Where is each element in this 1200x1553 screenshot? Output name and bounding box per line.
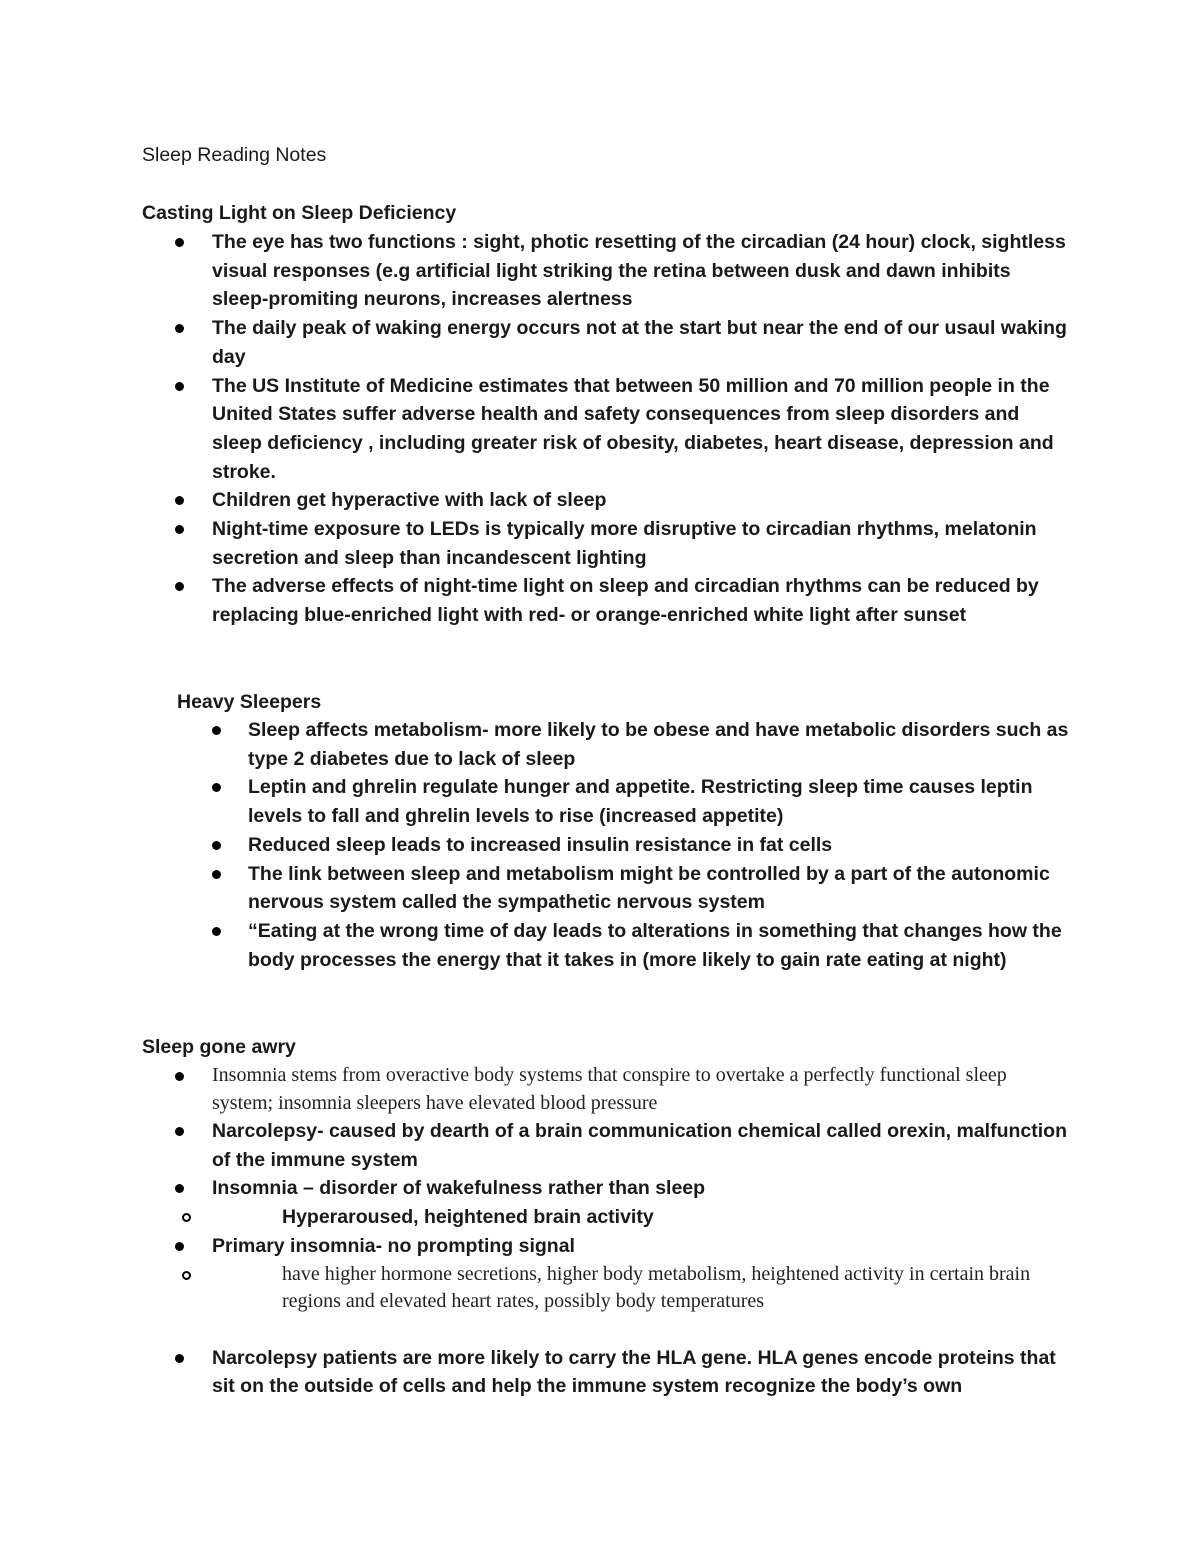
hollow-bullet-icon	[182, 1271, 191, 1280]
list-item: The daily peak of waking energy occurs not at the start but near the end of our usaul waking day	[212, 314, 1072, 371]
section-1-list	[212, 228, 1072, 630]
list-item: Insomnia – disorder of wakefulness rather than sleep	[212, 1174, 1072, 1203]
bullet-icon	[212, 783, 221, 792]
sub-list-item: Hyperaroused, heightened brain activity	[212, 1203, 1072, 1232]
list-item: Sleep affects metabolism- more likely to be obese and have metabolic disorders such as type 2 diabetes due to lack of sleep	[248, 716, 1072, 773]
bullet-icon	[212, 841, 221, 850]
list-item: Reduced sleep leads to increased insulin resistance in fat cells	[248, 831, 1072, 860]
list-item: Primary insomnia- no prompting signal	[212, 1232, 1072, 1261]
bullet-icon	[175, 324, 184, 333]
list-item: “Eating at the wrong time of day leads to alterations in something that changes how the body processes the energy that it takes in (more likely to gain rate eating at night)	[248, 917, 1072, 974]
bullet-icon	[175, 496, 184, 505]
bullet-icon	[175, 238, 184, 247]
list-item: Leptin and ghrelin regulate hunger and appetite. Restricting sleep time causes leptin levels to fall and ghrelin levels to rise (increased appetite)	[248, 773, 1072, 830]
section-heading-sleep-gone-awry: Sleep gone awry	[142, 1036, 296, 1058]
bullet-icon	[175, 582, 184, 591]
bullet-icon	[212, 726, 221, 735]
section-heading-casting-light: Casting Light on Sleep Deficiency	[142, 202, 457, 224]
bullet-icon	[175, 382, 184, 391]
list-item: The link between sleep and metabolism might be controlled by a part of the autonomic nervous system called the sympathetic nervous system	[248, 860, 1072, 917]
section-3-list	[212, 1062, 1072, 1401]
bullet-icon	[212, 870, 221, 879]
hollow-bullet-icon	[182, 1213, 191, 1222]
sub-list-item: have higher hormone secretions, higher body metabolism, heightened activity in certain brain regions and elevated heart rates, possibly body temperatures	[212, 1261, 1072, 1316]
section-2-list	[248, 716, 1072, 974]
list-item: The adverse effects of night-time light on sleep and circadian rhythms can be reduced by replacing blue-enriched light with red- or orange-enriched white light after sunset	[212, 572, 1072, 629]
bullet-icon	[175, 1354, 184, 1363]
bullet-icon	[175, 1242, 184, 1251]
section-heading-heavy-sleepers: Heavy Sleepers	[177, 691, 322, 713]
bullet-icon	[175, 1184, 184, 1193]
list-item: Narcolepsy- caused by dearth of a brain communication chemical called orexin, malfunction of the immune system	[212, 1117, 1072, 1174]
list-item: Narcolepsy patients are more likely to carry the HLA gene. HLA genes encode proteins that sit on the outside of cells and help the immune system recognize the body’s own	[212, 1344, 1072, 1401]
list-item: The US Institute of Medicine estimates that between 50 million and 70 million people in the United States suffer adverse health and safety consequences from sleep disorders and sleep deficiency , including greater risk of obesity, diabetes, heart disease, depression and stroke.	[212, 372, 1072, 487]
page-title: Sleep Reading Notes	[142, 144, 327, 166]
bullet-icon	[175, 1072, 184, 1081]
bullet-icon	[175, 1127, 184, 1136]
list-item: The eye has two functions : sight, photic resetting of the circadian (24 hour) clock, sightless visual responses (e.g artificial light striking the retina between dusk and dawn inhibits sleep-promiting neurons, increases alertness	[212, 228, 1072, 314]
list-item: Children get hyperactive with lack of sleep	[212, 486, 1072, 515]
list-item: Insomnia stems from overactive body systems that conspire to overtake a perfectly functional sleep system; insomnia sleepers have elevated blood pressure	[212, 1062, 1072, 1117]
bullet-icon	[212, 927, 221, 936]
list-item: Night-time exposure to LEDs is typically more disruptive to circadian rhythms, melatonin secretion and sleep than incandescent lighting	[212, 515, 1072, 572]
bullet-icon	[175, 525, 184, 534]
